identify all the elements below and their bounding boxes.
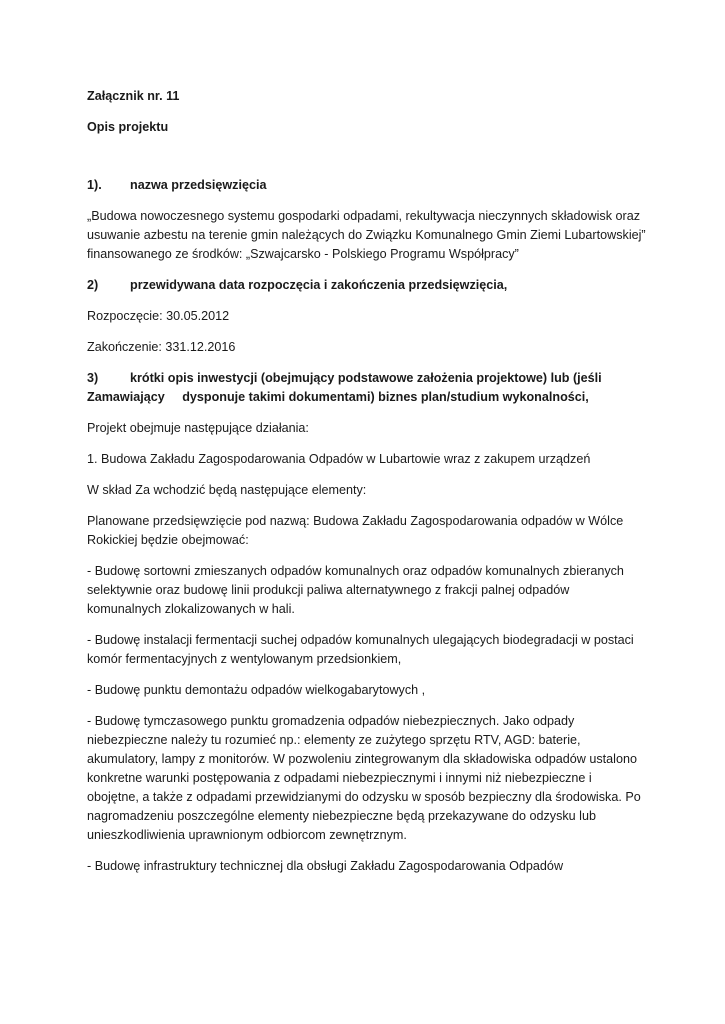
bullet-hazardous-waste: - Budowę tymczasowego punktu gromadzenia odpadów niebezpiecznych. Jako odpady niebezpieczne należy tu rozumieć np.: elementy ze zużytego sprzętu RTV, AGD: baterie, akumulatory, lampy z monitorów. W pozwoleniu zintegrowanym dla składowiska odpadów ustalono konkretne warunki postępowania z odpadami niebezpiecznymi i innymi niż niebezpieczne i obojętne, a także z odpadami przewidzianymi do odzysku w sposób bezpieczny dla środowiska. Po nagromadzeniu poszczególne elementy niebezpieczne będą przekazywane do odzysku lub unieszkodliwienia uprawnionym odbiorcom zewnętrznym. [87, 714, 641, 842]
document-body [87, 87, 647, 888]
bullet-infrastructure: - Budowę infrastruktury technicznej dla obsługi Zakładu Zagospodarowania Odpadów [87, 859, 564, 873]
section-3-title-line-1: krótki opis inwestycji (obejmujący podstawowe założenia projektowe) lub (jeśli [130, 371, 602, 385]
section-1-number: 1). [87, 178, 102, 192]
project-intro: Projekt obejmuje następujące działania: [87, 421, 309, 435]
section-3-title-line-2: Zamawiający dysponuje takimi dokumentami) biznes plan/studium wykonalności, [87, 390, 589, 404]
attachment-label: Załącznik nr. 11 [87, 89, 180, 103]
planned-project-text: Planowane przedsięwzięcie pod nazwą: Budowa Zakładu Zagospodarowania odpadów w Wólce Rokickiej będzie obejmować: [87, 514, 624, 547]
composition-text: W skład Za wchodzić będą następujące elementy: [87, 483, 367, 497]
section-2-heading [87, 276, 647, 295]
bullet-bulky-waste: - Budowę punktu demontażu odpadów wielkogabarytowych , [87, 683, 426, 697]
section-2-number: 2) [87, 278, 99, 292]
section-1-title: nazwa przedsięwzięcia [130, 178, 267, 192]
bullet-sorting-plant: - Budowę sortowni zmieszanych odpadów komunalnych oraz odpadów komunalnych zbieranych selektywnie oraz budowę linii produkcji paliwa alternatywnego z frakcji palnej odpadów komunalnych zlokalizowanych w hali. [87, 564, 624, 616]
section-3-heading [87, 369, 647, 407]
section-3-number: 3) [87, 371, 99, 385]
action-item-1: 1. Budowa Zakładu Zagospodarowania Odpadów w Lubartowie wraz z zakupem urządzeń [87, 452, 591, 466]
section-1-heading [87, 176, 647, 195]
document-title: Opis projektu [87, 120, 169, 134]
bullet-fermentation: - Budowę instalacji fermentacji suchej odpadów komunalnych ulegających biodegradacji w postaci komór fermentacyjnych z wentylowanym przedsionkiem, [87, 633, 634, 666]
project-name-paragraph: „Budowa nowoczesnego systemu gospodarki odpadami, rekultywacja nieczynnych składowisk oraz usuwanie azbestu na terenie gmin należących do Związku Komunalnego Gmin Ziemi Lubartowskiej” finansowanego ze środków: „Szwajcarsko - Polskiego Programu Współpracy” [87, 209, 646, 261]
start-date: Rozpoczęcie: 30.05.2012 [87, 309, 230, 323]
section-2-title: przewidywana data rozpoczęcia i zakończenia przedsięwzięcia, [130, 278, 508, 292]
end-date: Zakończenie: 331.12.2016 [87, 340, 236, 354]
